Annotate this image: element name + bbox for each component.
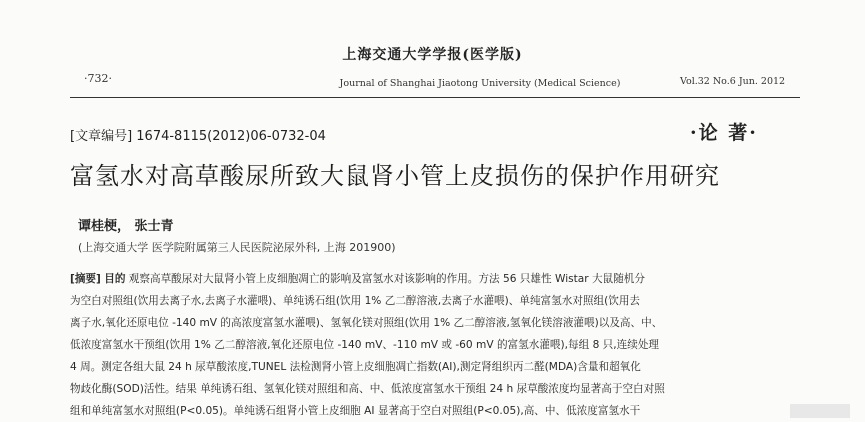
paper-title: 富氢水对高草酸尿所致大鼠肾小管上皮损伤的保护作用研究 (70, 162, 720, 190)
purpose-label: 目的 (104, 273, 126, 285)
abstract-line: 离子水,氧化还原电位 -140 mV 的高浓度富氢水灌喂)、氢氧化镁对照组(饮用 1% 乙二醇溶液,氢氧化镁溶液灌喂)以及高、中、 (70, 317, 663, 329)
abstract-line: 物歧化酶(SOD)活性。结果 单纯诱石组、氢氧化镁对照组和高、中、低浓度富氢水干预组 24 h 尿草酸浓度均显著高于空白对照 (70, 383, 665, 395)
section-label: ·论 著· (690, 122, 758, 144)
affiliation: (上海交通大学 医学院附属第三人民医院泌尿外科, 上海 201900) (78, 241, 396, 254)
volume-info: Vol.32 No.6 Jun. 2012 (680, 76, 786, 87)
abstract-label: [摘要] (70, 273, 101, 285)
abstract-line: 组和单纯富氢水对照组(P<0.05)。单纯诱石组肾小管上皮细胞 AI 显著高于空白对照组(P<0.05),高、中、低浓度富氢水干 (70, 405, 641, 417)
journal-title-en: Journal of Shanghai Jiaotong University (Medical Science) (339, 78, 621, 89)
article-number: [文章编号] 1674-8115(2012)06-0732-04 (70, 129, 326, 144)
abstract-line: 低浓度富氢水干预组(饮用 1% 乙二醇溶液,氧化还原电位 -140 mV、-110 mV 或 -60 mV 的富氢水灌喂),每组 8 只,连续处理 (70, 339, 660, 351)
abstract-line: [摘要] 目的 观察高草酸尿对大鼠肾小管上皮细胞凋亡的影响及富氢水对该影响的作用。方法 56 只雄性 Wistar 大鼠随机分 (70, 273, 645, 285)
journal-title-cn: 上海交通大学学报(医学版) (342, 47, 523, 63)
header-rule (70, 97, 800, 98)
abstract-line: 为空白对照组(饮用去离子水,去离子水灌喂)、单纯诱石组(饮用 1% 乙二醇溶液,去离子水灌喂)、单纯富氢水对照组(饮用去 (70, 295, 641, 307)
page-number: ·732· (84, 72, 112, 85)
abstract-line: 4 周。测定各组大鼠 24 h 尿草酸浓度,TUNEL 法检测肾小管上皮细胞凋亡指数(AI),测定肾组织丙二醛(MDA)含量和超氧化 (70, 361, 641, 373)
watermark (790, 404, 850, 418)
authors: 谭桂梗， 张士青 (78, 219, 174, 234)
